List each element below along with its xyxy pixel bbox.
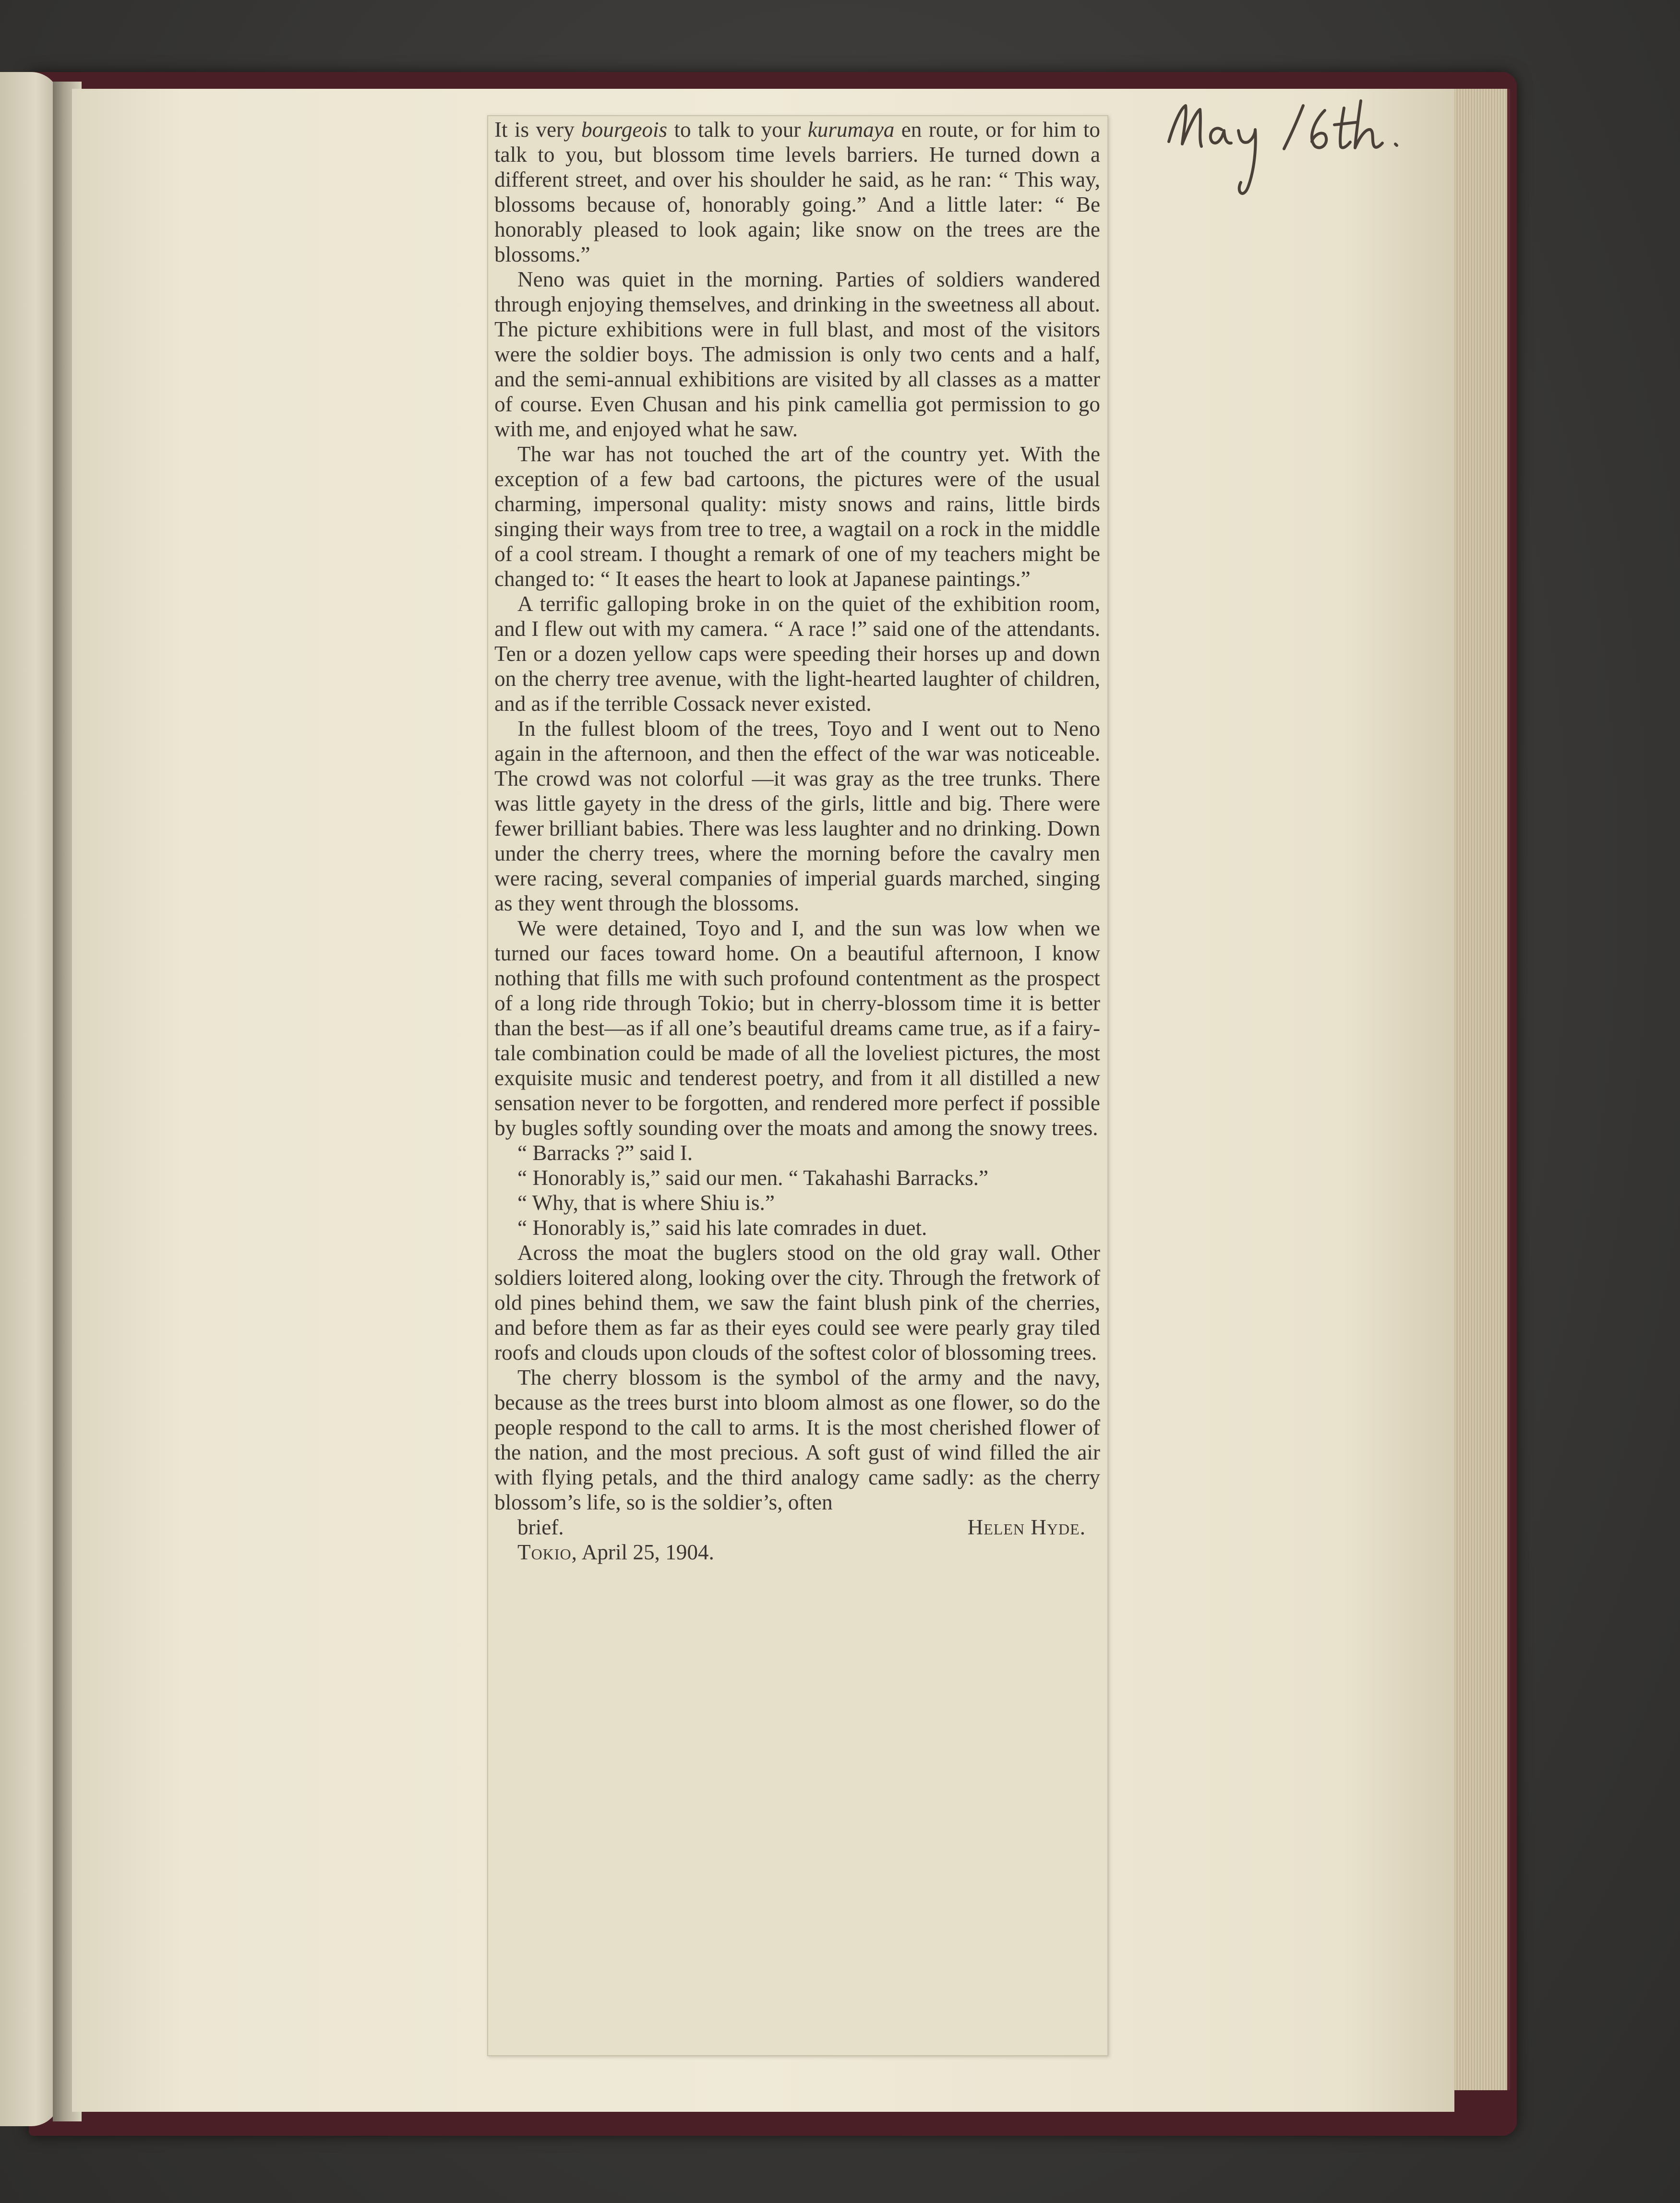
handwritten-date-annotation — [1159, 96, 1409, 221]
article-paragraph — [494, 591, 1100, 716]
closing-line — [494, 1515, 1100, 1540]
article-paragraph — [494, 1215, 1100, 1240]
article-paragraph — [494, 267, 1100, 442]
dateline — [494, 1540, 1100, 1565]
left-facing-page — [0, 72, 60, 2126]
article-paragraph — [494, 1140, 1100, 1165]
dateline-city: Tokio, — [517, 1540, 577, 1564]
closing-word: brief. — [517, 1515, 564, 1539]
author-signature: Helen Hyde. — [967, 1515, 1086, 1539]
paragraph-text: The cherry blossom is the symbol of the army and the navy, because as the trees burst into bloom almost as one flower, so do the people respond to the call to arms. It is the most cherished flower of the nation, and the most precious. A soft gust of wind filled the air with flying petals, and the third analogy came sadly: as the cherry blossom’s life, so is the soldier’s, often — [494, 1365, 1100, 1514]
paragraph-text: “ Honorably is,” said his late comrades in duet. — [517, 1216, 927, 1240]
paragraph-text: A terrific galloping broke in on the quiet of the exhibition room, and I flew out with my camera. “ A race !” said one of the attendants. Ten or a dozen yellow caps were speeding their horses up and down on the cherry tree avenue, with the light-hearted laughter of children, and as if the terrible Cossack never existed. — [494, 592, 1100, 716]
italic-term: bourgeois — [581, 118, 668, 142]
paragraph-text: “ Barracks ?” said I. — [517, 1141, 693, 1165]
article-paragraph — [494, 1165, 1100, 1190]
paragraph-text: It is very — [494, 118, 582, 142]
article-text — [494, 117, 1100, 1565]
paragraph-text: In the fullest bloom of the trees, Toyo and I went out to Neno again in the afternoon, and then the effect of the war was noticeable. The crowd was not colorful —it was gray as the tree trunks. There was little gayety in the dress of the girls, little and big. There were fewer brilliant babies. There was less laughter and no drinking. Down under the cherry trees, where the morning before the cavalry men were racing, several companies of imperial guards marched, singing as they went through the blossoms. — [494, 717, 1100, 915]
paragraph-text: We were detained, Toyo and I, and the sun was low when we turned our faces toward home. On a beautiful afternoon, I know nothing that fills me with such profound contentment as the prospect of a long ride through Tokio; but in cherry-blossom time it is better than the best—as if all one’s beautiful dreams came true, as if a fairy-tale combination could be made of all the loveliest pictures, the most exquisite music and tenderest poetry, and from it all distilled a new sensation never to be forgotten, and rendered more perfect if possible by bugles softly sounding over the moats and among the snowy trees. — [494, 916, 1100, 1140]
paragraph-text: The war has not touched the art of the country yet. With the exception of a few bad cartoons, the pictures were of the usual charming, impersonal quality: misty snows and rains, little birds singing their ways from tree to tree, a wagtail on a rock in the middle of a cool stream. I thought a remark of one of my teachers might be changed to: “ It eases the heart to look at Japanese paintings.” — [494, 442, 1100, 591]
paragraph-text: “ Honorably is,” said our men. “ Takahashi Barracks.” — [517, 1166, 989, 1190]
paragraph-text: to talk to your — [667, 118, 808, 142]
article-paragraph — [494, 442, 1100, 591]
article-paragraph — [494, 1190, 1100, 1215]
article-paragraphs — [494, 117, 1100, 1515]
paragraph-text: en route, or for him to talk to you, but blossom time levels barriers. He turned down a different street, and over his shoulder he said, as he ran: “ This way, blossoms because of, honorably going.” And a little later: “ Be honorably pleased to look again; like snow on the trees are the blossoms.” — [494, 118, 1100, 266]
paragraph-text: Across the moat the buglers stood on the old gray wall. Other soldiers loitered along, looking over the city. Through the fretwork of old pines behind them, we saw the faint blush pink of the cherries, and before them as far as their eyes could see were pearly gray tiled roofs and clouds upon clouds of the softest color of blossoming trees. — [494, 1241, 1100, 1365]
paragraph-text: Neno was quiet in the morning. Parties of soldiers wandered through enjoying themselves, and drinking in the sweetness all about. The picture exhibitions were in full blast, and most of the visitors were the soldier boys. The admission is only two cents and a half, and the semi-annual exhibitions are visited by all classes as a matter of course. Even Chusan and his pink camellia got permission to go with me, and enjoyed what he saw. — [494, 267, 1100, 441]
article-paragraph — [494, 1365, 1100, 1515]
article-paragraph — [494, 716, 1100, 916]
article-paragraph — [494, 1240, 1100, 1365]
article-paragraph — [494, 916, 1100, 1140]
italic-term: kurumaya — [807, 118, 895, 142]
article-paragraph — [494, 117, 1100, 267]
paragraph-text: “ Why, that is where Shiu is.” — [517, 1191, 775, 1215]
dateline-date: April 25, 1904. — [577, 1540, 714, 1564]
page-edges — [1454, 89, 1510, 2090]
